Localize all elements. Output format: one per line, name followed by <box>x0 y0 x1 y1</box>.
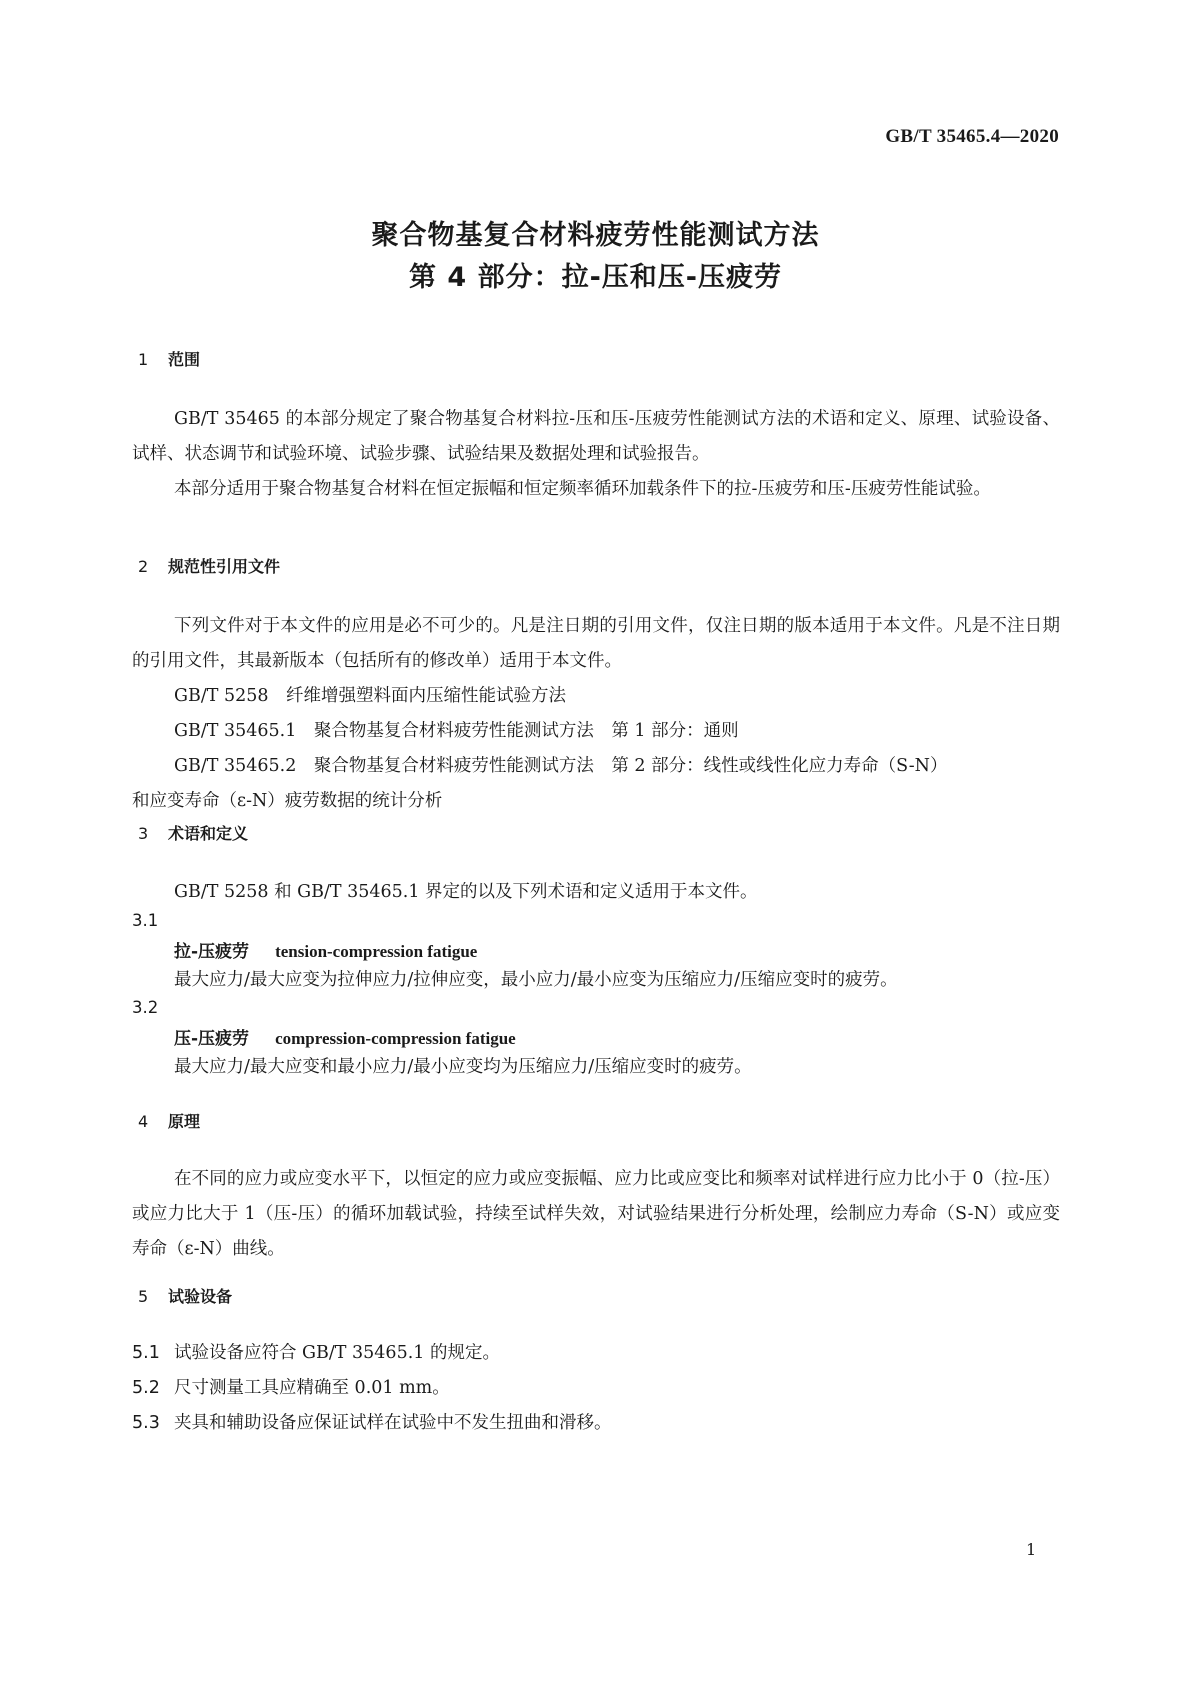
section-title: 术语和定义 <box>168 824 249 843</box>
clause-text: 夹具和辅助设备应保证试样在试验中不发生扭曲和滑移。 <box>174 1413 612 1433</box>
equipment-item-5-2 <box>132 1371 450 1406</box>
section-number: 1 <box>138 350 149 369</box>
reference-gbt-35465-2: GB/T 35465.2 聚合物基复合材料疲劳性能测试方法 第 2 部分：线性或线性化应力寿命（S-N） <box>174 756 948 776</box>
term-chinese: 拉-压疲劳 <box>174 942 250 962</box>
document-title-line2: 第 4 部分：拉-压和压-压疲劳 <box>409 262 782 293</box>
normative-references-intro: 下列文件对于本文件的应用是必不可少的。凡是注日期的引用文件，仅注日期的版本适用于本文件。凡是不注日期的引用文件，其最新版本（包括所有的修改单）适用于本文件。 <box>132 616 1060 671</box>
section-5-heading <box>138 1284 232 1307</box>
reference-gbt-35465-2-continued: 和应变寿命（ε-N）疲劳数据的统计分析 <box>132 791 443 811</box>
term-3-1-title <box>174 937 477 962</box>
term-3-2-definition: 最大应力/最大应变和最小应力/最小应变均为压缩应力/压缩应变时的疲劳。 <box>174 1057 752 1077</box>
section-2-heading <box>138 554 280 577</box>
term-english: compression-compression fatigue <box>275 1029 516 1048</box>
reference-gbt-35465-1: GB/T 35465.1 聚合物基复合材料疲劳性能测试方法 第 1 部分：通则 <box>174 721 739 741</box>
equipment-item-5-1 <box>132 1336 500 1371</box>
scope-paragraph-2: 本部分适用于聚合物基复合材料在恒定振幅和恒定频率循环加载条件下的拉-压疲劳和压-压疲劳性能试验。 <box>174 479 991 499</box>
equipment-item-5-3 <box>132 1406 612 1441</box>
section-number: 5 <box>138 1287 149 1306</box>
term-3-1-definition: 最大应力/最大应变为拉伸应力/拉伸应变，最小应力/最小应变为压缩应力/压缩应变时的疲劳。 <box>174 970 898 990</box>
clause-text: 试验设备应符合 GB/T 35465.1 的规定。 <box>174 1343 500 1363</box>
section-number: 2 <box>138 557 149 576</box>
section-4-heading <box>138 1109 200 1132</box>
clause-number: 5.1 <box>132 1343 160 1363</box>
reference-gbt-5258: GB/T 5258 纤维增强塑料面内压缩性能试验方法 <box>174 686 567 706</box>
page-number: 1 <box>1026 1540 1037 1559</box>
section-title: 原理 <box>168 1112 201 1131</box>
section-number: 4 <box>138 1112 149 1131</box>
section-title: 试验设备 <box>168 1287 233 1306</box>
term-english: tension-compression fatigue <box>275 942 478 961</box>
scope-paragraph-1: GB/T 35465 的本部分规定了聚合物基复合材料拉-压和压-压疲劳性能测试方法的术语和定义、原理、试验设备、试样、状态调节和试验环境、试验步骤、试验结果及数据处理和试验报告。 <box>132 409 1060 464</box>
section-3-heading <box>138 821 248 844</box>
term-chinese: 压-压疲劳 <box>174 1029 250 1049</box>
clause-number: 5.2 <box>132 1378 160 1398</box>
clause-number: 5.3 <box>132 1413 160 1433</box>
term-3-2-number: 3.2 <box>132 998 159 1017</box>
terms-intro: GB/T 5258 和 GB/T 35465.1 界定的以及下列术语和定义适用于本文件。 <box>174 882 758 902</box>
section-title: 规范性引用文件 <box>168 557 281 576</box>
term-3-1-number: 3.1 <box>132 911 159 930</box>
clause-text: 尺寸测量工具应精确至 0.01 mm。 <box>174 1378 450 1398</box>
section-1-heading <box>138 347 200 370</box>
document-title-line1: 聚合物基复合材料疲劳性能测试方法 <box>371 220 820 251</box>
section-number: 3 <box>138 824 149 843</box>
standard-number: GB/T 35465.4—2020 <box>885 126 1059 147</box>
section-title: 范围 <box>168 350 201 369</box>
principle-paragraph: 在不同的应力或应变水平下，以恒定的应力或应变振幅、应力比或应变比和频率对试样进行应力比小于 0（拉-压）或应力比大于 1（压-压）的循环加载试验，持续至试样失效，对试验结果进行分析处理，绘制应力寿命（S-N）或应变寿命（ε-N）曲线。 <box>132 1169 1060 1259</box>
term-3-2-title <box>174 1024 516 1049</box>
